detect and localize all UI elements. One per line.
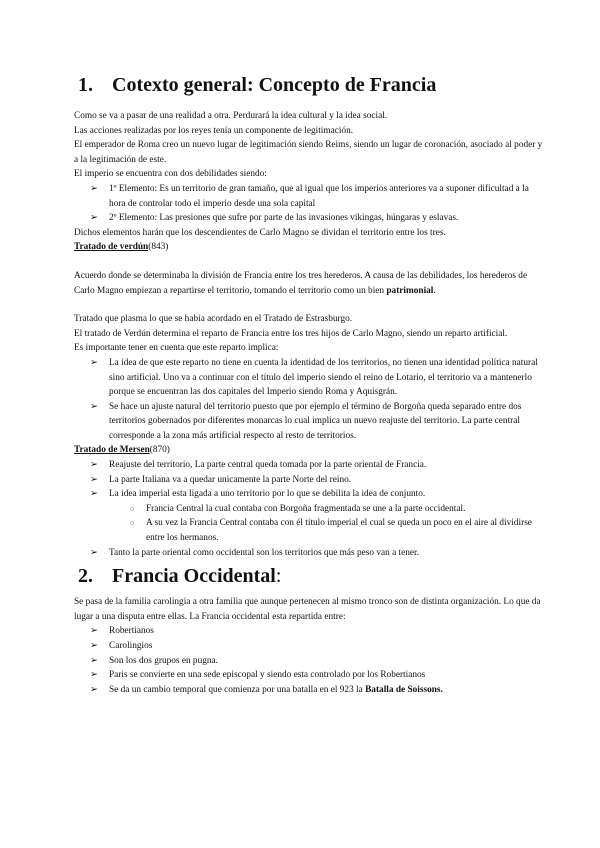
arrow-bullet-icon: ➢ <box>90 655 98 666</box>
section-2-title: Francia Occidental <box>112 565 276 588</box>
intro-line-1: Como se va a pasar de una realidad a otra. Perdurará la idea cultural y la idea social. <box>74 111 388 121</box>
herederos-line: Dichos elementos harán que los descendientes de Carlo Magno se dividan el territorio entre los tres. <box>74 227 446 238</box>
arrow-bullet-icon: ➢ <box>90 460 98 471</box>
list-item: ➢ Carolingios <box>74 639 544 654</box>
arrow-bullet-icon: ➢ <box>90 213 98 224</box>
circle-bullet-icon: ○ <box>130 504 135 513</box>
list-item: ➢ Son los dos grupos en pugna. <box>74 654 544 669</box>
verdun-paragraph: Acuerdo donde se determinaba la división de Francia entre los tres herederos. A causa de las debilidades, los herederos de Carlo Magno empiezan a repartirse el territorio, tomando el territorio como un bien patrimonial. <box>74 270 528 296</box>
arrow-bullet-icon: ➢ <box>90 489 98 500</box>
arrow-bullet-icon: ➢ <box>90 670 98 681</box>
section-1-heading <box>74 72 544 98</box>
section-1-title: Cotexto general: Concepto de Francia <box>112 74 437 96</box>
arrow-bullet-icon: ➢ <box>90 474 98 485</box>
circle-bullet-icon: ○ <box>130 519 135 528</box>
verdun-line-1: Tratado que plasma lo que se había acordado en el Tratado de Estrasburgo. <box>74 314 353 325</box>
list-item: ➢ Se da un cambio temporal que comienza por una batalla en el 923 la Batalla de Soissons. <box>74 683 544 698</box>
arrow-bullet-icon: ➢ <box>90 684 98 695</box>
verdun-title: Tratado de verdún <box>74 242 149 253</box>
verdun-heading <box>74 240 544 255</box>
section-2-heading: 2. Francia Occidental: <box>74 563 544 589</box>
mersen-heading <box>74 443 544 458</box>
mersen-year: (870) <box>149 445 170 456</box>
francia-occidental-list <box>74 624 544 697</box>
verdun-line-3: Es importante tener en cuenta que este reparto implica: <box>74 343 279 354</box>
document-page <box>74 72 544 697</box>
list-item: ➢ Se hace un ajuste natural del territorio puesto que por ejemplo el término de Borgoña queda separado entre dos territorios gobernados por diferentes monarcas lo cual implica un nuevo reajuste del territorio. La parte central corresponde a la zona más artificial respecto al resto de territorios. <box>90 401 522 441</box>
list-item: ➢ Reajuste del territorio, La parte central queda tomada por la parte oriental de Francia. <box>74 458 544 473</box>
debilidades-list <box>74 182 544 226</box>
patrimonial-term: patrimonial <box>386 285 434 296</box>
list-item: ➢ 1º Elemento: Es un territorio de gran tamaño, que al igual que los imperios anteriores va a suponer dificultad a la hora de controlar todo el imperio desde una sola capital <box>90 183 529 209</box>
list-subitem: ○ Francia Central la cual contaba con Borgoña fragmentada se une a la parte occidental. <box>74 502 544 517</box>
intro-line-2: Las acciones realizadas por los reyes tenía un componente de legitimación. <box>74 125 354 136</box>
mersen-list <box>74 458 544 560</box>
verdun-year: (843) <box>148 242 169 253</box>
list-item: ➢ 2º Elemento: Las presiones que sufre por parte de las invasiones vikingas, húngaras y eslavas. <box>74 211 544 226</box>
list-item: ➢ Robertianos <box>74 624 544 639</box>
mersen-title: Tratado de Mersen <box>74 445 150 456</box>
list-item: ➢ La idea de que este reparto no tiene en cuenta la identidad de los territorios, no tienen una identidad política natural sino artificial. Uno va a continuar con el título del imperio siendo el reino de Lotario, el territorio va a mantenerlo porque se encuentran las dos capitales del Imperio siendo Roma y Aquisgrán. <box>90 357 538 398</box>
arrow-bullet-icon: ➢ <box>90 357 98 368</box>
arrow-bullet-icon: ➢ <box>90 401 98 412</box>
list-item: ➢ La idea imperial esta ligada a uno territorio por lo que se debilita la idea de conjunto. <box>74 487 544 502</box>
list-item: ➢ Tanto la parte oriental como occidental son los territorios que más peso van a tener. <box>74 546 544 561</box>
intro-line-4: El imperio se encuentra con dos debilidades siendo: <box>74 169 267 180</box>
section-2-intro: Se pasa de la familia carolingia a otra familia que aunque pertenecen al mismo tronco son de distinta organización. Lo que da lugar a una disputa entre ellas. La Francia occidental esta repartida entre: <box>74 597 541 622</box>
verdun-line-2: El tratado de Verdún determina el reparto de Francia entre los tres hijos de Carlo Magno, siendo un reparto artificial. <box>74 328 508 339</box>
arrow-bullet-icon: ➢ <box>90 547 98 558</box>
list-item: ➢ La parte Italiana va a quedar unicamente la parte Norte del reino. <box>74 473 544 488</box>
intro-line-3: El emperador de Roma creo un nuevo lugar de legitimación siendo Reims, siendo un lugar de coronación, asociado al poder y a la legitimación de este. <box>74 140 543 165</box>
arrow-bullet-icon: ➢ <box>90 626 98 637</box>
section-1-number: 1. <box>78 74 93 96</box>
reparto-list <box>74 356 544 444</box>
arrow-bullet-icon: ➢ <box>90 641 98 651</box>
soissons-term: Batalla de Soissons. <box>365 684 443 695</box>
list-subitem: ○ A su vez la Francia Central contaba con él título imperial el cual se queda un poco en el aire al dividirse entre los hermanos. <box>130 518 532 544</box>
arrow-bullet-icon: ➢ <box>90 183 98 194</box>
section-2-number: 2. <box>78 565 93 588</box>
list-item: ➢ Paris se convierte en una sede episcopal y siendo esta controlado por los Robertianos <box>74 668 544 683</box>
